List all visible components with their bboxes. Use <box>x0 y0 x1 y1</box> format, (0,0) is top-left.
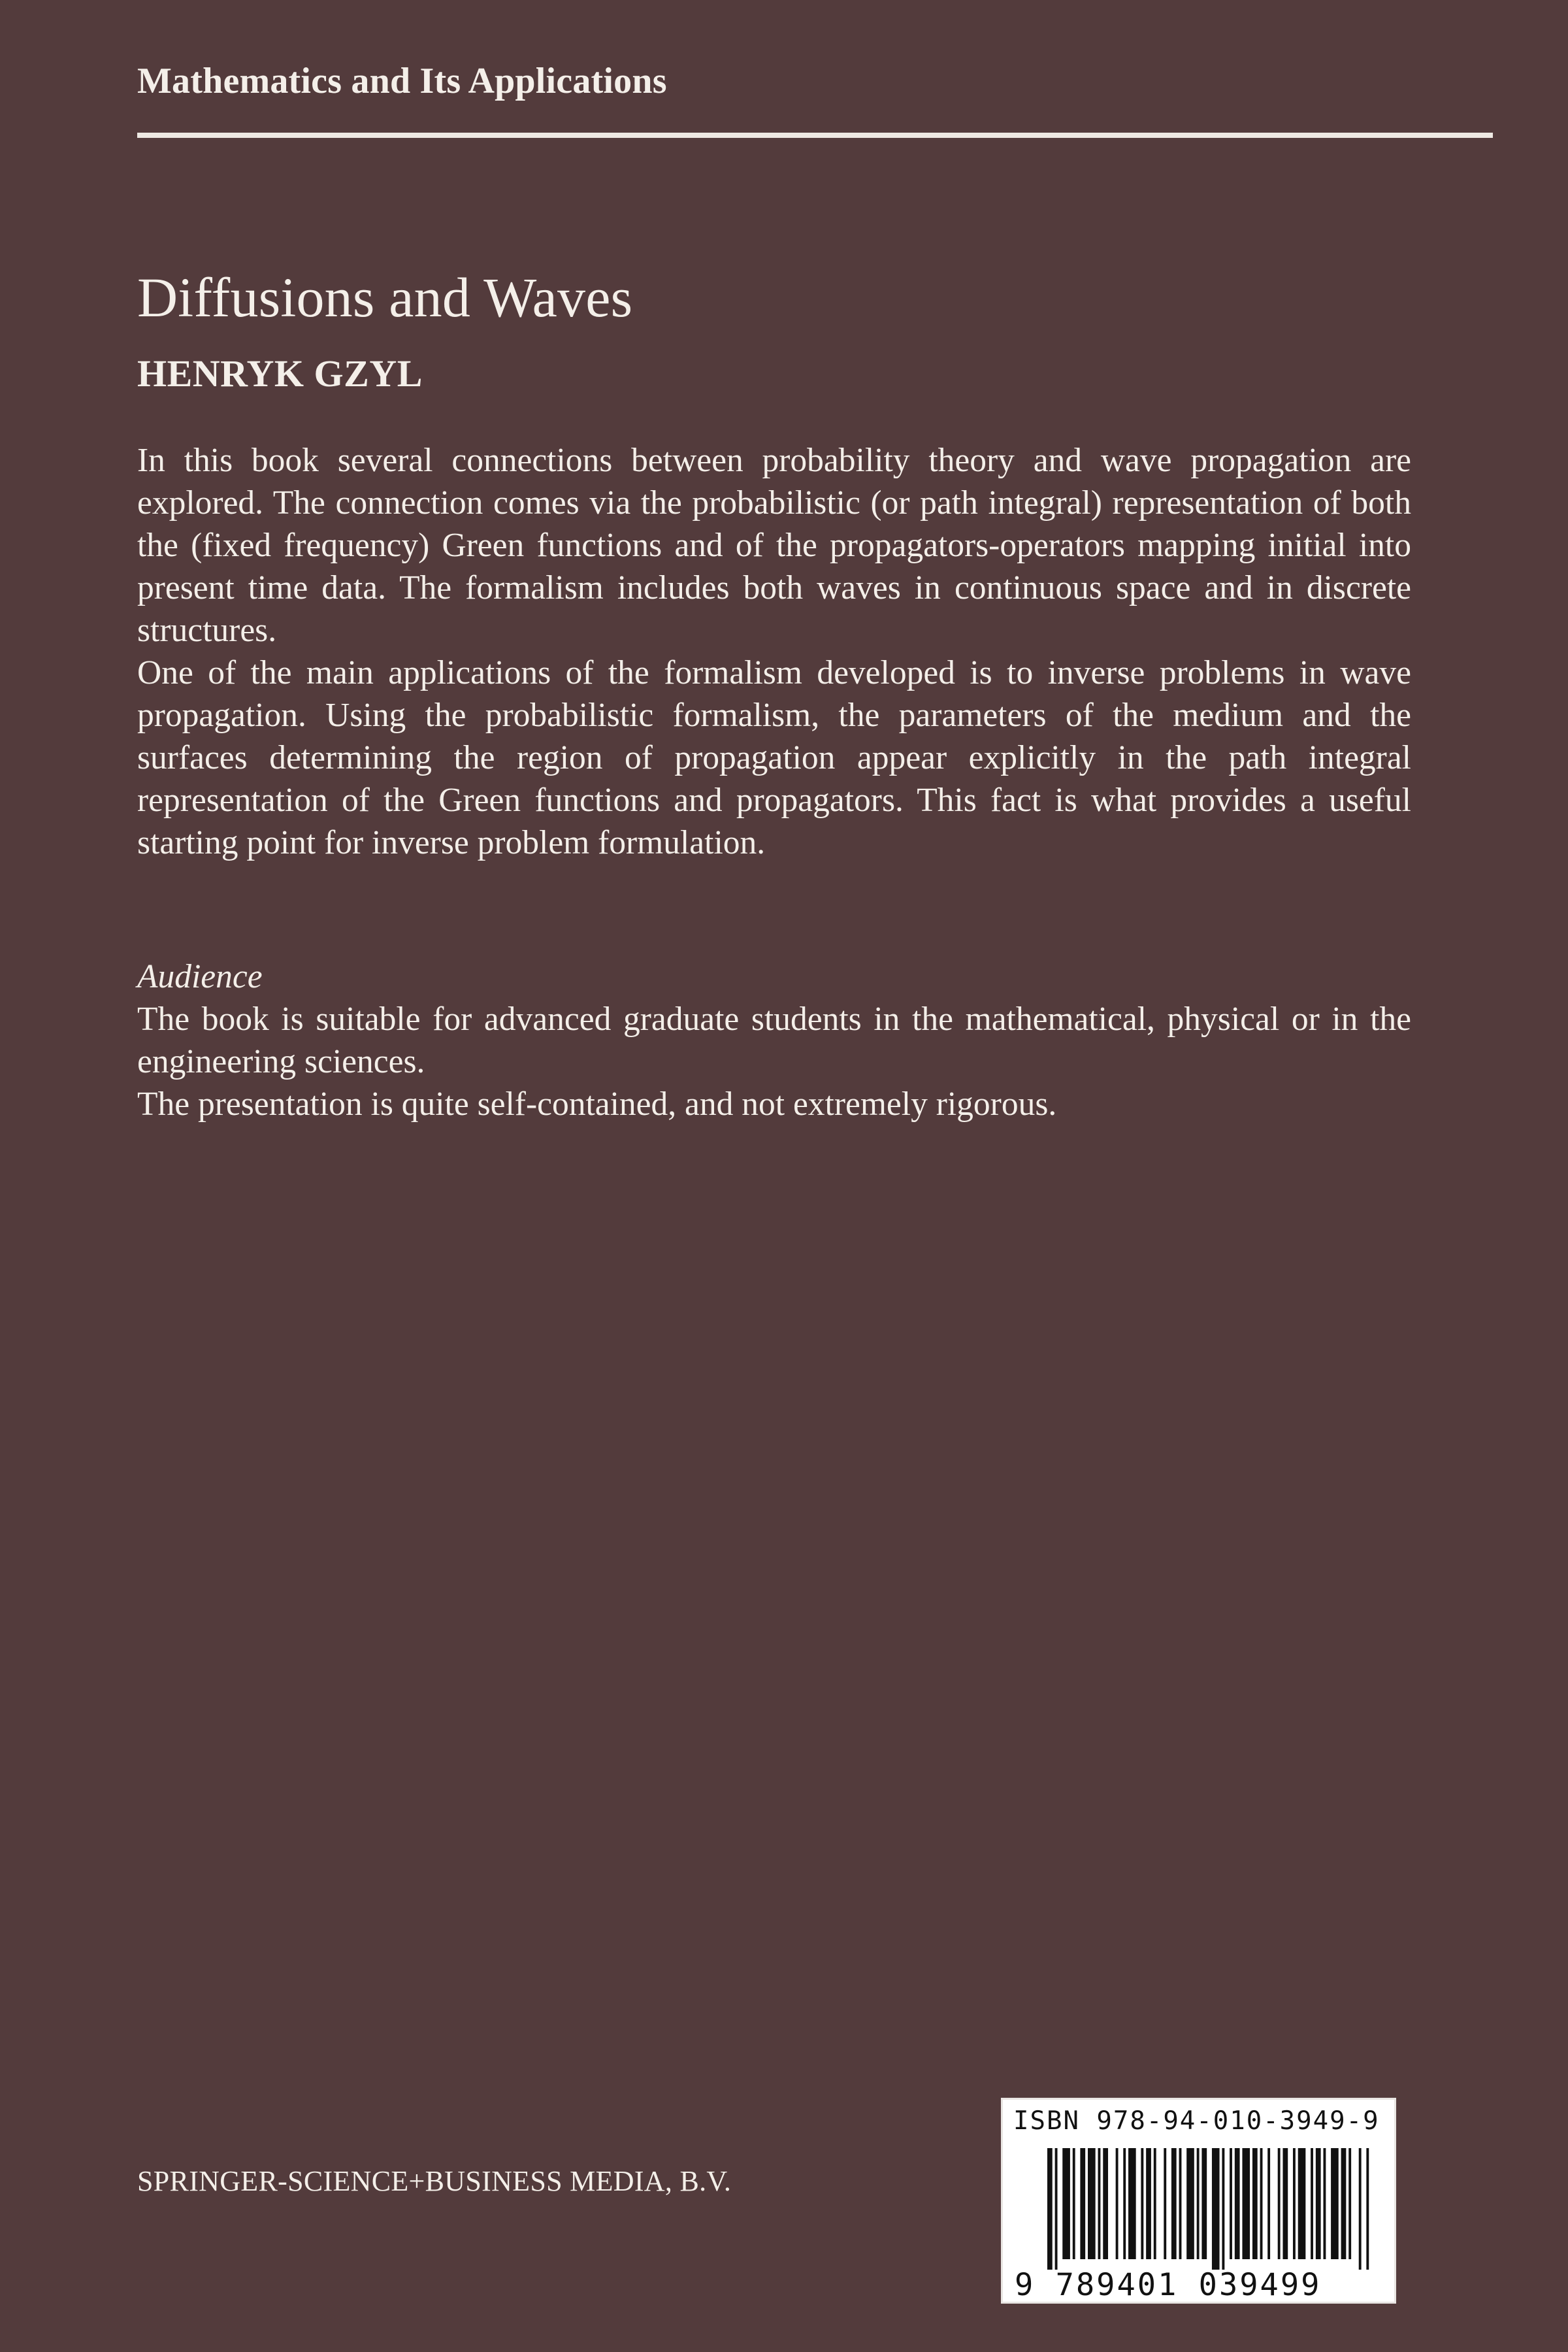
barcode-bar <box>1323 2148 1326 2259</box>
barcode-bar <box>1171 2148 1177 2259</box>
audience-paragraph-1: The book is suitable for advanced graduate students in the mathematical, physical or in the engineering sciences. <box>137 1001 1411 1080</box>
barcode-bar <box>1055 2148 1058 2270</box>
barcode-bar <box>1252 2148 1258 2259</box>
barcode-bar <box>1348 2148 1351 2259</box>
barcode-bar <box>1282 2148 1288 2259</box>
barcode-bar <box>1103 2148 1108 2259</box>
barcode-bar <box>1222 2148 1224 2270</box>
isbn-barcode-box <box>1001 2098 1396 2304</box>
barcode-bar <box>1116 2148 1119 2259</box>
audience-section <box>137 955 1411 1125</box>
barcode-bar <box>1311 2148 1313 2259</box>
audience-heading: Audience <box>137 958 263 995</box>
barcode-bar <box>1154 2148 1156 2259</box>
barcode-bar <box>1197 2148 1200 2259</box>
barcode-bar <box>1080 2148 1085 2259</box>
barcode-bar <box>1186 2148 1194 2259</box>
barcode-bar <box>1128 2148 1136 2259</box>
barcode-bar <box>1164 2148 1166 2259</box>
isbn-label: ISBN 978-94-010-3949-9 <box>1013 2106 1380 2136</box>
barcode-bar <box>1123 2148 1126 2259</box>
barcode-bar <box>1359 2148 1362 2270</box>
barcode-bar <box>1201 2148 1207 2259</box>
barcode-bar <box>1278 2148 1281 2259</box>
description-paragraph-1: In this book several connections between probability theory and wave propagation are explored. The connection comes via the probabilistic (or path integral) representation of both the (fixed frequency) Green functions and of the propagators-operators mapping initial into present time data. The formalism includes both waves in continuous space and in discrete structures. <box>137 442 1411 649</box>
barcode-bar <box>1341 2148 1347 2259</box>
barcode-bar <box>1316 2148 1321 2259</box>
book-title: Diffusions and Waves <box>137 266 633 329</box>
header-rule <box>137 133 1493 138</box>
barcode-bar <box>1331 2148 1339 2259</box>
barcode-bar <box>1073 2148 1075 2259</box>
description-paragraph-2: One of the main applications of the formalism developed is to inverse problems in wave propagation. Using the probabilistic formalism, the parameters of the medium and the surfaces determining the region of propagation appear explicitly in the path integral representation of the Green functions and propagators. This fact is what provides a useful starting point for inverse problem formulation. <box>137 654 1411 861</box>
barcode-bar <box>1088 2148 1096 2259</box>
barcode-bar <box>1242 2148 1250 2259</box>
barcode-bar <box>1098 2148 1101 2259</box>
barcode-bar <box>1293 2148 1296 2259</box>
barcode-bar <box>1179 2148 1182 2259</box>
barcode-icon <box>1047 2148 1374 2270</box>
publisher-name: SPRINGER-SCIENCE+BUSINESS MEDIA, B.V. <box>137 2165 732 2197</box>
barcode-bar <box>1146 2148 1151 2259</box>
barcode-bar <box>1141 2148 1143 2259</box>
barcode-bar <box>1260 2148 1263 2259</box>
barcode-bar <box>1267 2148 1270 2259</box>
audience-paragraph-2: The presentation is quite self-contained, and not extremely rigorous. <box>137 1085 1057 1123</box>
barcode-bar <box>1230 2148 1232 2259</box>
series-title: Mathematics and Its Applications <box>137 61 667 101</box>
isbn-digits: 9 789401 039499 <box>1015 2267 1322 2303</box>
barcode-bar <box>1062 2148 1070 2259</box>
barcode-bar <box>1212 2148 1220 2270</box>
barcode-bar <box>1366 2148 1369 2270</box>
barcode-bar <box>1298 2148 1306 2259</box>
description <box>137 439 1411 864</box>
barcode-bar <box>1047 2148 1053 2270</box>
barcode-bar <box>1235 2148 1240 2259</box>
author-name: HENRYK GZYL <box>137 352 423 395</box>
